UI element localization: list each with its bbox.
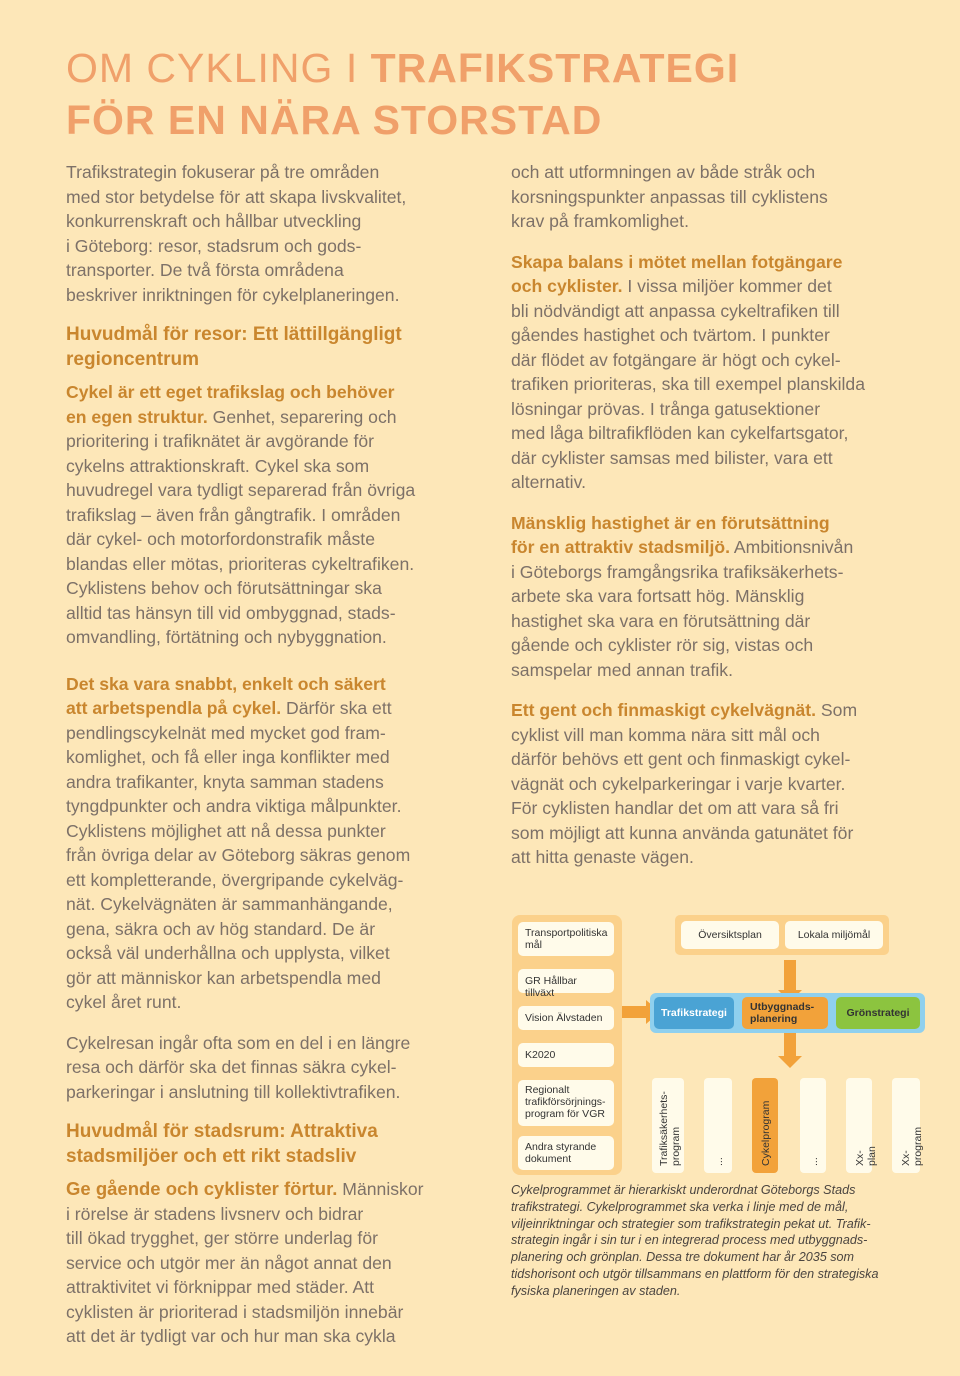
lead-fortur: Ge gående och cyklister förtur. bbox=[66, 1178, 338, 1199]
label-trafiksakerhetsprogram: Trafiksäkerhets- program bbox=[658, 1091, 682, 1166]
text-egen-struktur: Genhet, separering och prioritering i trafiknätet är avgörande för cykelns attraktionskraft. Cykel ska som huvudregel vara tydligt separerad från övriga trafikslag – även från gångtrafik. I områden där cykel- och motorfordonstrafik måste blandas eller mötas, prioriteras cykeltrafiken. Cyklistens behov och förutsättningar ska alltid tas hänsyn till vid ombyggnad, stads- omvandling, förtätning och nybyggnation. bbox=[66, 406, 416, 647]
diagram-caption: Cykelprogrammet är hierarkiskt underordnat Göteborgs Stads trafikstrategi. Cykelprogrammet ska verka i linje med de mål, viljeinriktningar och strategier som trafikstrategin pekat ut. Trafik- strategin ingår i sin tur i en integrerad process med utbyggnads- planering och grönplan. Dessa tre dokument har år 2035 som tidshorisont och utgör tillsammans en plattform för den strategiska fysiska planeringen av staden. bbox=[511, 1183, 879, 1298]
text-hastighet: Ambitionsnivån i Göteborgs framgångsrika trafiksäkerhets- arbete ska vara fortsatt hög. Mänsklig hastighet ska vara en förutsättning där gående och cyklister rör sig, vistas och samspelar med annan trafik. bbox=[511, 537, 854, 680]
lead-arbetspendla: Det ska vara snabbt, enkelt och säkert att arbetspendla på cykel. bbox=[66, 673, 386, 718]
box-andra: Andra styrande dokument bbox=[518, 1136, 614, 1170]
lead-egen-struktur: Cykel är ett eget trafikslag och behöver en egen struktur. bbox=[66, 382, 395, 427]
label-ellipsis-2: ... bbox=[808, 1157, 820, 1166]
box-utbyggnadsplanering: Utbyggnads- planering bbox=[742, 997, 828, 1029]
paragraph-cykelresan: Cykelresan ingår ofta som en del i en längre resa och därför ska det finnas säkra cykel- parkeringar i anslutning till kollektivtrafiken. bbox=[66, 1032, 411, 1102]
label-cykelprogram: Cykelprogram bbox=[760, 1100, 772, 1166]
title-line2: FÖR EN NÄRA STORSTAD bbox=[66, 97, 603, 143]
box-vision: Vision Älvstaden bbox=[518, 1006, 614, 1030]
box-xx-plan bbox=[846, 1078, 878, 1173]
label-xx-plan: Xx-plan bbox=[854, 1146, 878, 1166]
box-transportpolitiska: Transportpolitiska mål bbox=[518, 922, 614, 956]
text-cykelvagnat: Som cyklist vill man komma nära sitt mål och därför behövs ett gent och finmaskigt cykel- vägnät och cykelparkeringar i varje kvarter. För cyklisten handlar det om att vara så fri som möjligt att kunna använda gatunätet för att hitta genaste vägen. bbox=[511, 700, 858, 867]
box-gronstrategi: Grönstrategi bbox=[836, 997, 920, 1029]
paragraph-utformning: och att utformningen av både stråk och korsningspunkter anpassas till cyklistens krav på framkomlighet. bbox=[511, 162, 828, 231]
box-trafiksakerhetsprogram bbox=[652, 1078, 684, 1173]
title-part1: OM CYKLING I bbox=[66, 45, 371, 91]
text-balans: I vissa miljöer kommer det bli nödvändigt att anpassa cykeltrafiken till gåendes hastighet och tvärtom. I punkter där flödet av fotgängare är högt och cykel- trafiken prioriteras, ska till exempel planskilda lösningar prövas. I trånga gatusektioner med låga biltrafikflöden kan cykelfartsgator, där cyklister samsas med bilister, vara ett alternativ. bbox=[511, 276, 865, 492]
text-fortur: Människor i rörelse är stadens livsnerv och bidrar till ökad trygghet, ger större underlag för service och utgör mer än något annat den attraktivitet vi förknippar med städer. Att cyklisten är prioriterad i stadsmiljön innebär att det är tydligt var och hur man ska cykla bbox=[66, 1179, 424, 1346]
box-xx-program bbox=[892, 1078, 924, 1173]
text-arbetspendla: Därför ska ett pendlingscykelnät med mycket god fram- komlighet, och få eller inga konflikter med andra trafikanter, knyta samman stadens tyngdpunkter och andra viktiga målpunkter. Cyklistens möjlighet att nå dessa punkter från övriga delar av Göteborg säkras genom ett kompletterande, övergripande cykelväg- nät. Cykelvägnäten är sammanhängande, gena, säkra och av hög standard. De är också väl underhållna och upplysta, vilket gör att människor kan arbetspendla med cykel året runt. bbox=[66, 698, 411, 1012]
box-regionalt: Regionalt trafikförsörjnings- program för VGR bbox=[518, 1080, 614, 1126]
box-oversiktsplan: Översiktsplan bbox=[681, 921, 779, 949]
box-trafikstrategi: Trafikstrategi bbox=[654, 997, 734, 1029]
intro-paragraph: Trafikstrategin fokuserar på tre områden med stor betydelse för att skapa livskvalitet, konkurrenskraft och hållbar utveckling i Göteborg: resor, stadsrum och gods- transporter. De två första områdena beskriver inriktningen för cykelplaneringen. bbox=[66, 162, 407, 305]
arrowhead-programs bbox=[778, 1056, 802, 1068]
box-cykelprogram bbox=[752, 1078, 778, 1173]
box-program-ellipsis-2 bbox=[800, 1078, 826, 1173]
lead-cykelvagnat: Ett gent och finmaskigt cykelvägnät. bbox=[511, 700, 817, 720]
lead-hastighet: Mänsklig hastighet är en förutsättning för en attraktiv stadsmiljö. bbox=[511, 512, 830, 557]
title-part2: TRAFIKSTRATEGI bbox=[370, 45, 740, 91]
label-xx-program: Xx-program bbox=[900, 1126, 924, 1166]
heading-resor: Huvudmål för resor: Ett lättillgängligt regioncentrum bbox=[66, 324, 402, 370]
box-lokala-miljomal: Lokala miljömål bbox=[785, 921, 883, 949]
heading-stadsrum: Huvudmål för stadsrum: Attraktiva stadsmiljöer och ett rikt stadsliv bbox=[66, 1121, 378, 1167]
box-program-ellipsis-1 bbox=[704, 1078, 732, 1173]
box-k2020: K2020 bbox=[518, 1043, 614, 1067]
box-gr: GR Hållbar tillväxt bbox=[518, 969, 614, 993]
label-ellipsis-1: ... bbox=[713, 1157, 725, 1166]
lead-balans: Skapa balans i mötet mellan fotgängare och cyklister. bbox=[511, 251, 843, 296]
